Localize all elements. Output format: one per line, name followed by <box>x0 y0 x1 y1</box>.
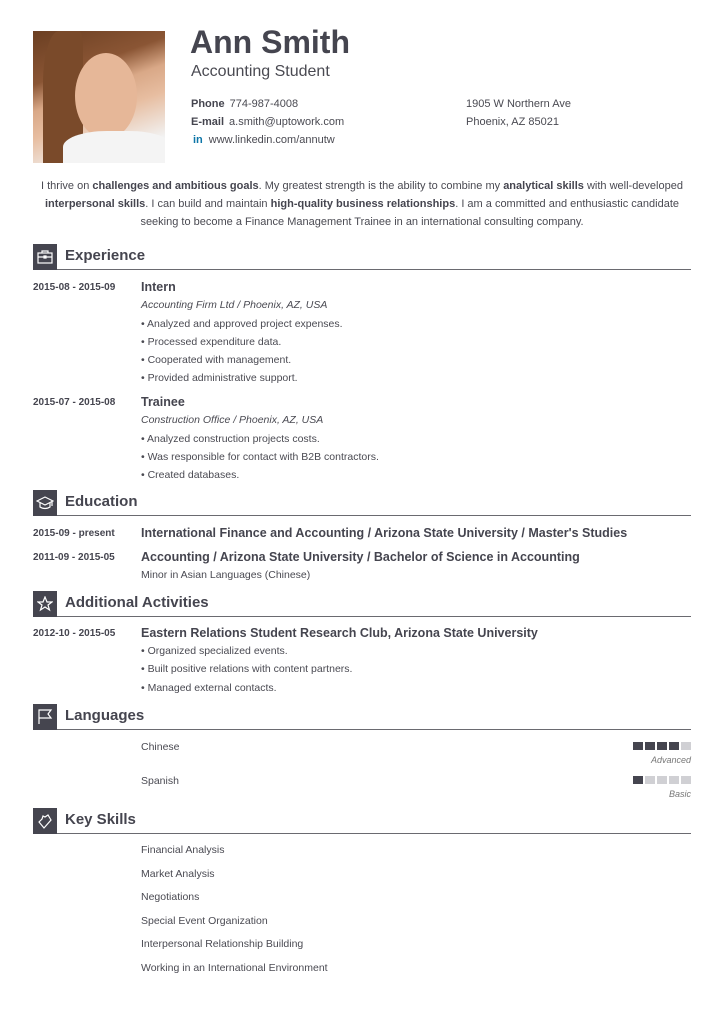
rating-square <box>645 742 655 750</box>
candidate-title: Accounting Student <box>191 63 330 80</box>
entry-date: 2015-07 - 2015-08 <box>33 397 116 408</box>
entry-note: Minor in Asian Languages (Chinese) <box>141 569 311 581</box>
entry-title: Trainee <box>141 395 185 409</box>
rating-square <box>681 742 691 750</box>
entry-date: 2015-09 - present <box>33 528 115 539</box>
entry-bullet: • Analyzed and approved project expenses. <box>141 318 343 330</box>
rating-square <box>657 742 667 750</box>
summary <box>36 177 688 231</box>
entry-bullet: • Was responsible for contact with B2B contractors. <box>141 451 379 463</box>
language-level: Advanced <box>650 755 691 765</box>
summary-text: . I can build and maintain <box>145 198 271 210</box>
section-title: Key Skills <box>65 811 136 828</box>
rating-square <box>633 742 643 750</box>
entry-bullet: • Organized specialized events. <box>141 645 288 657</box>
star-icon <box>33 591 57 617</box>
summary-highlight: high-quality business relationships <box>270 198 456 210</box>
skill-name: Financial Analysis <box>141 844 225 856</box>
language-rating <box>633 742 691 750</box>
entry-title: Eastern Relations Student Research Club, Arizona State University <box>141 626 538 640</box>
language-name: Chinese <box>141 741 180 753</box>
entry-bullet: • Cooperated with management. <box>141 354 292 366</box>
entry-bullet: • Created databases. <box>141 469 240 481</box>
entry-title: Accounting / Arizona State University / Bachelor of Science in Accounting <box>141 550 580 564</box>
section-title: Languages <box>65 707 145 724</box>
section-experience <box>33 244 691 270</box>
entry-bullet: • Built positive relations with content partners. <box>141 663 353 675</box>
graduation-cap-icon <box>33 490 57 516</box>
email-label: E-mail <box>191 116 225 128</box>
phone-label: Phone <box>191 98 225 110</box>
rating-square <box>645 776 655 784</box>
section-title: Education <box>65 493 138 510</box>
entry-bullet: • Processed expenditure data. <box>141 336 282 348</box>
section-title: Experience <box>65 247 146 264</box>
email-value[interactable]: a.smith@uptowork.com <box>229 116 345 128</box>
language-name: Spanish <box>141 775 179 787</box>
rating-square <box>657 776 667 784</box>
linkedin-icon: in <box>193 134 203 146</box>
rating-square <box>669 742 679 750</box>
summary-highlight: challenges and ambitious goals <box>92 180 259 192</box>
briefcase-icon <box>33 244 57 270</box>
summary-text: with well-developed <box>583 180 683 192</box>
rating-square <box>669 776 679 784</box>
address-line-1: 1905 W Northern Ave <box>466 98 571 110</box>
skill-name: Negotiations <box>141 891 200 904</box>
summary-highlight: interpersonal skills <box>44 198 146 210</box>
rating-square <box>633 776 643 784</box>
section-title: Additional Activities <box>65 594 209 611</box>
skill-name: Special Event Organization <box>141 914 268 927</box>
rating-square <box>681 776 691 784</box>
candidate-name: Ann Smith <box>190 24 350 60</box>
puzzle-hand-icon <box>33 808 57 834</box>
entry-bullet: • Provided administrative support. <box>141 372 298 384</box>
entry-bullet: • Managed external contacts. <box>141 682 277 694</box>
skill-name: Working in an International Environment <box>141 962 328 974</box>
skill-name: Interpersonal Relationship Building <box>141 938 304 951</box>
skill-name: Market Analysis <box>141 867 215 880</box>
entry-bullet: • Analyzed construction projects costs. <box>141 433 320 445</box>
language-rating <box>633 776 691 784</box>
summary-highlight: analytical skills <box>503 180 584 192</box>
entry-title: Intern <box>141 280 176 294</box>
summary-text: . My greatest strength is the ability to combine my <box>258 180 504 192</box>
contact-left <box>191 95 344 149</box>
address <box>466 95 571 131</box>
address-line-2: Phoenix, AZ 85021 <box>466 116 559 128</box>
entry-company: Accounting Firm Ltd / Phoenix, AZ, USA <box>141 299 328 311</box>
section-languages <box>33 704 691 730</box>
language-level: Basic <box>668 789 691 799</box>
flag-icon <box>33 704 57 730</box>
entry-title: International Finance and Accounting / Arizona State University / Master's Studies <box>141 526 628 540</box>
section-activities <box>33 591 691 617</box>
phone-value: 774-987-4008 <box>229 98 299 110</box>
entry-date: 2012-10 - 2015-05 <box>33 628 116 639</box>
section-skills <box>33 808 691 834</box>
entry-date: 2015-08 - 2015-09 <box>33 282 116 293</box>
entry-company: Construction Office / Phoenix, AZ, USA <box>141 414 324 426</box>
summary-text: I thrive on <box>41 180 93 192</box>
entry-date: 2011-09 - 2015-05 <box>33 552 115 563</box>
section-education <box>33 490 691 516</box>
summary-text: . I am a committed and enthusiastic candidate seeking to become a Finance Management Trainee in an international consulting company. <box>140 198 679 228</box>
profile-photo <box>33 31 165 163</box>
linkedin-link[interactable]: www.linkedin.com/annutw <box>208 134 335 146</box>
